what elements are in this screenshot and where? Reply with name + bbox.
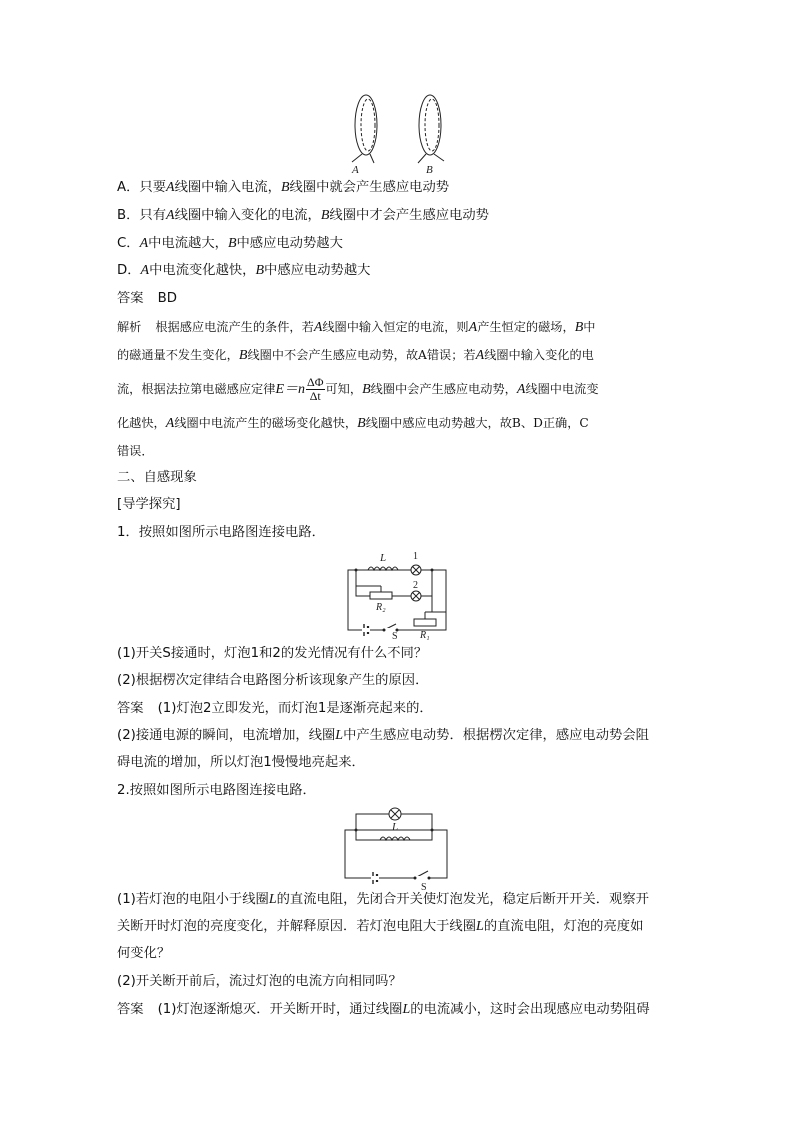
- option-a: A．只要A线圈中输入电流，B线圈中就会产生感应电动势: [117, 180, 450, 195]
- switch-label: S: [392, 631, 398, 642]
- q2-sub-2: (2)开关断开前后，流过灯泡的电流方向相同吗？: [117, 974, 402, 989]
- answer-1: 答案 BD: [117, 291, 177, 306]
- coil-b-label: B: [426, 164, 433, 176]
- guide-title: [导学探究]: [117, 497, 181, 512]
- coils-figure: [0, 0, 794, 180]
- circuit-1-branch: [356, 570, 432, 596]
- q1-answer-2: (2)接通电源的瞬间，电流增加，线圈L中产生感应电动势．根据楞次定律，感应电动势会阻: [117, 728, 649, 743]
- switch-2-label: S: [421, 882, 427, 893]
- q1-answer-1: 答案 (1)灯泡2立即发光，而灯泡1是逐渐亮起来的．: [117, 701, 433, 716]
- coil-a-drawing: [352, 95, 377, 163]
- option-b: B．只有A线圈中输入变化的电流，B线圈中才会产生感应电动势: [117, 208, 489, 223]
- analysis-line-4: 化越快，A线圈中电流产生的磁场变化越快，B线圈中感应电动势越大，故B、D正确，C: [117, 416, 589, 431]
- q1-title: 1．按照如图所示电路图连接电路．: [117, 525, 325, 540]
- analysis-line-5: 错误．: [117, 444, 154, 458]
- resistor-r1: [414, 619, 436, 626]
- circuit-2: [0, 800, 794, 893]
- circuit-1: [0, 546, 794, 646]
- analysis-line-2: 的磁通量不发生变化，B线圈中不会产生感应电动势，故A错误；若A线圈中输入变化的电: [117, 348, 594, 363]
- q1-sub-1: (1)开关S接通时，灯泡1和2的发光情况有什么不同？: [117, 646, 428, 661]
- q2-answer-1: 答案 (1)灯泡逐渐熄灭．开关断开时，通过线圈L的电流减小，这时会出现感应电动势阻碍: [117, 1002, 650, 1017]
- q2-sub-1-line-3: 何变化？: [117, 946, 171, 961]
- section-title: 二、自感现象: [117, 470, 197, 485]
- lamp-2-label: 2: [413, 580, 418, 591]
- r2-label: R₂: [376, 602, 386, 613]
- q1-answer-3: 碍电流的增加，所以灯泡1慢慢地亮起来．: [117, 755, 365, 770]
- analysis-line-1: 解析 根据感应电流产生的条件，若A线圈中输入恒定的电流，则A产生恒定的磁场，B中: [117, 320, 596, 335]
- q2-sub-1-line-2: 关断开时灯泡的亮度变化，并解释原因．若灯泡电阻大于线圈L的直流电阻，灯泡的亮度如: [117, 919, 644, 934]
- emf-formula: E＝n: [275, 382, 305, 397]
- resistor-r2: [370, 592, 392, 599]
- inductor-2-label: L: [392, 821, 399, 833]
- coil-a-label: A: [352, 164, 359, 176]
- flux-fraction: $\frac{\Delta\Phi}{\Delta t}$: [307, 375, 324, 403]
- coil-b-drawing: [418, 95, 444, 163]
- q2-sub-1-line-1: (1)若灯泡的电阻小于线圈L的直流电阻，先闭合开关使灯泡发光，稳定后断开开关．观察开: [117, 892, 649, 907]
- option-d: D．A中电流变化越快，B中感应电动势越大: [117, 263, 371, 278]
- lamp-1-label: 1: [413, 551, 418, 562]
- inductor-label: L: [380, 552, 387, 564]
- r1-label: R₁: [420, 630, 430, 641]
- analysis-line-3: 流，根据法拉第电磁感应定律E＝n $\frac{\Delta\Phi}{\Delta t}$ 可知，B线圈中会产生感应电动势，A线圈中电流变: [117, 375, 599, 403]
- option-c: C．A中电流越大，B中感应电动势越大: [117, 236, 343, 251]
- q1-sub-2: (2)根据楞次定律结合电路图分析该现象产生的原因．: [117, 673, 429, 688]
- q2-title: 2.按照如图所示电路图连接电路．: [117, 783, 316, 798]
